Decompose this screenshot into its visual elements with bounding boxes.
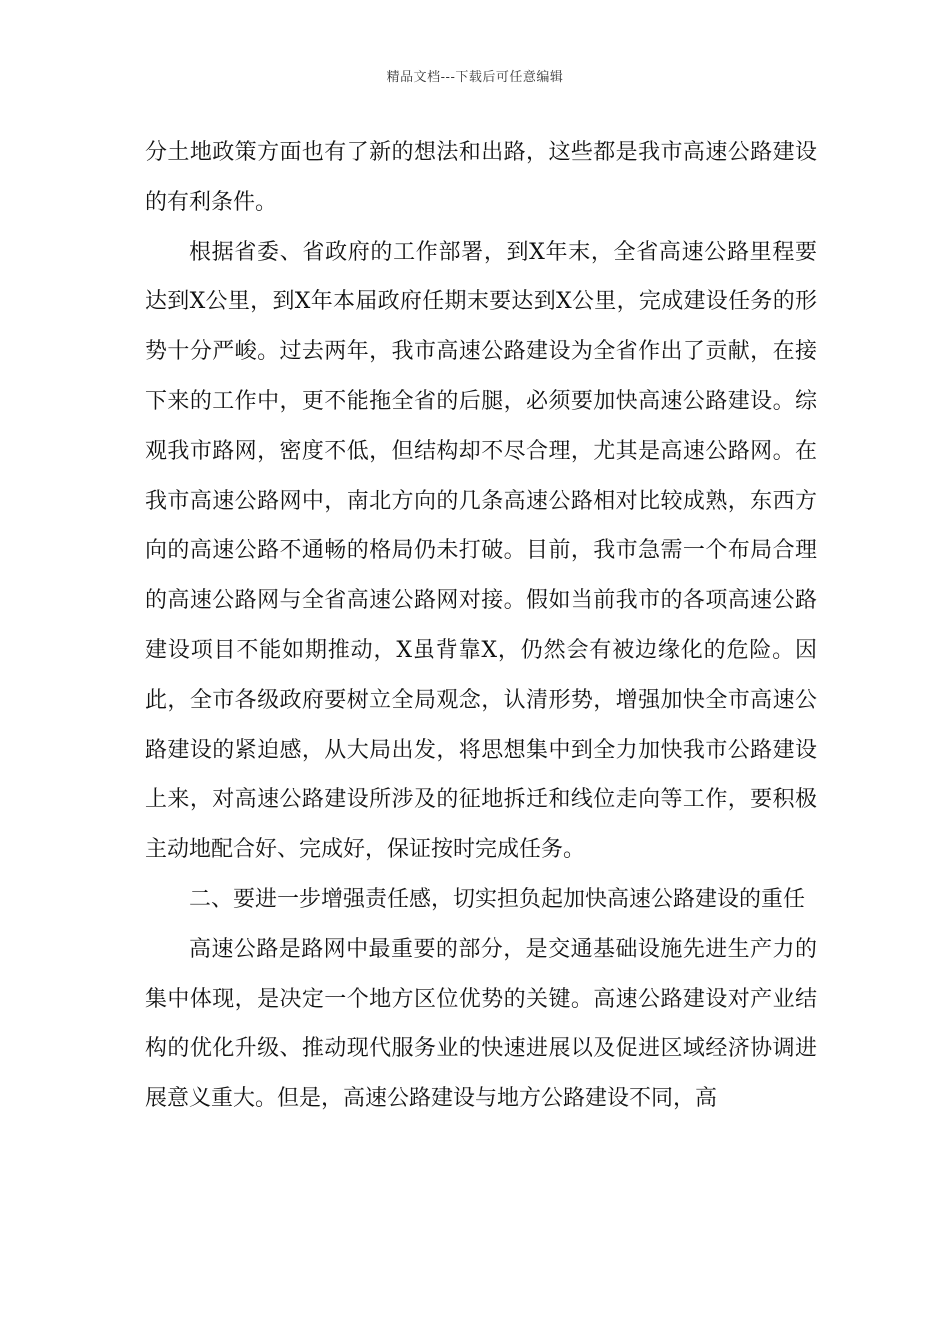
- paragraph: 根据省委、省政府的工作部署，到X年末，全省高速公路里程要达到X公里，到X年本届政府任期末要达到X公里，完成建设任务的形势十分严峻。过去两年，我市高速公路建设为全省作出了贡献，在接下来的工作中，更不能拖全省的后腿，必须要加快高速公路建设。综观我市路网，密度不低，但结构却不尽合理，尤其是高速公路网。在我市高速公路网中，南北方向的几条高速公路相对比较成熟，东西方向的高速公路不通畅的格局仍未打破。目前，我市急需一个布局合理的高速公路网与全省高速公路网对接。假如当前我市的各项高速公路建设项目不能如期推动，X虽背靠X，仍然会有被边缘化的危险。因此，全市各级政府要树立全局观念，认清形势，增强加快全市高速公路建设的紧迫感，从大局出发，将思想集中到全力加快我市公路建设上来，对高速公路建设所涉及的征地拆迁和线位走向等工作，要积极主动地配合好、完成好，保证按时完成任务。: [145, 239, 817, 863]
- paragraph: 分土地政策方面也有了新的想法和出路，这些都是我市高速公路建设的有利条件。: [145, 140, 817, 215]
- document-body: [145, 128, 817, 1124]
- page-header: 精品文档---下载后可任意编辑: [386, 70, 564, 85]
- section-heading: 二、要进一步增强责任感，切实担负起加快高速公路建设的重任: [189, 886, 806, 912]
- paragraph: 高速公路是路网中最重要的部分，是交通基础设施先进生产力的集中体现，是决定一个地方区位优势的关键。高速公路建设对产业结构的优化升级、推动现代服务业的快速进展以及促进区域经济协调进展意义重大。但是，高速公路建设与地方公路建设不同，高: [145, 936, 817, 1112]
